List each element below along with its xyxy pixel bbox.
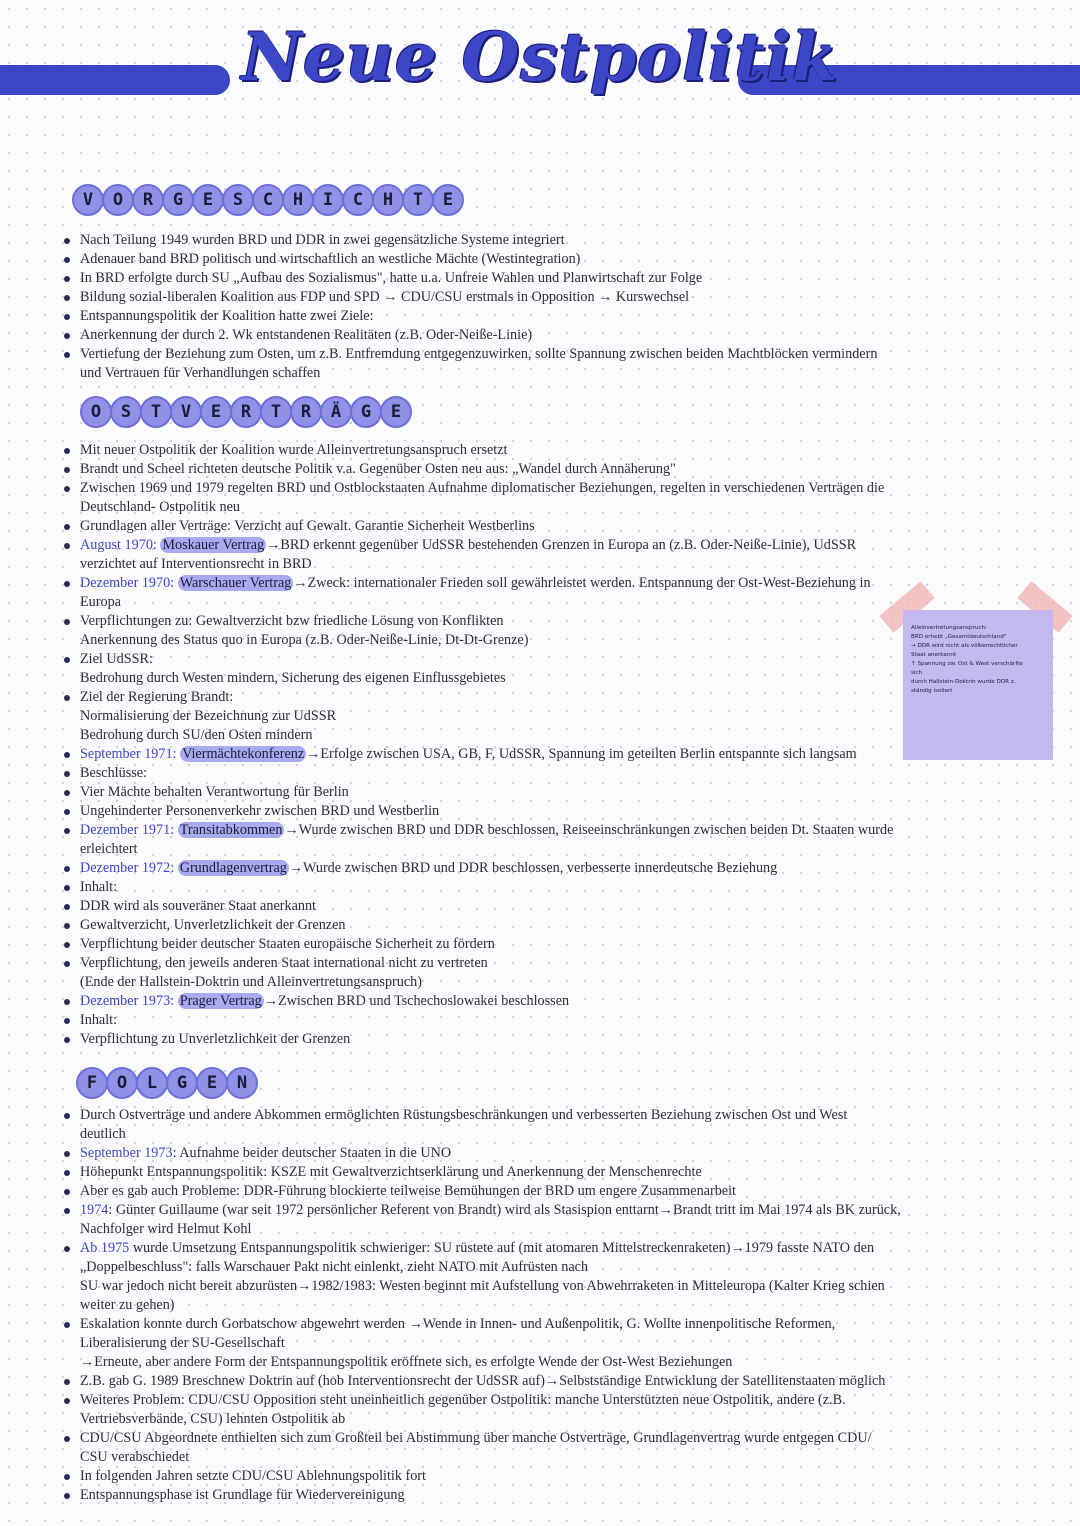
note-line: ↑ Spannung zw. Ost & West verschärfte [911,661,1023,667]
item-text: Grundlagen aller Verträge: Verzicht auf Gewalt. Garantie Sicherheit Westberlins [80,518,535,534]
item-text: erleichtert [80,841,138,857]
heading-letter: V [170,396,202,428]
list-item-continuation [62,669,932,688]
item-date: Dezember 1973: [80,993,178,1009]
heading-letter: R [132,184,164,216]
list-item [62,1106,922,1125]
list-item-continuation [62,1448,922,1467]
item-text: Normalisierung der Bezeichnung zur UdSSR [80,708,337,724]
list-item-continuation [62,973,932,992]
list-item-continuation [62,1334,922,1353]
list-item [62,1011,932,1030]
list-item [62,1163,922,1182]
item-text: Eskalation konnte durch Gorbatschow abgewehrt werden →Wende in Innen- und Außenpolitik, G. Wollte innenpolitische Reformen, [80,1316,836,1332]
heading-letter: E [196,1067,228,1099]
item-text: Zwischen 1969 und 1979 regelten BRD und Ostblockstaaten Aufnahme diplomatischer Beziehungen, regelten in verschiedenen Verträgen die [80,480,885,496]
item-text: Ziel UdSSR: [80,651,153,667]
list-item-continuation [62,726,932,745]
list-item [62,441,932,460]
heading-ostvertraege [80,396,410,428]
item-date: 1974 [80,1202,109,1218]
list-item [62,460,932,479]
list-item [62,821,932,840]
list-item [62,1315,922,1334]
list-item [62,935,932,954]
list-item [62,688,932,707]
heading-letter: Ä [320,396,352,428]
item-text: SU war jedoch nicht bereit abzurüsten→1982/1983: Westen beginnt mit Aufstellung von Abwehrraketen in Mitteleuropa (Kalter Krieg schien [80,1278,885,1294]
item-text: In BRD erfolgte durch SU „Aufbau des Sozialismus", hatte u.a. Unfreie Wahlen und Planwirtschaft zur Folge [80,270,703,286]
item-text: Deutschland- Ostpolitik neu [80,499,240,515]
list-item-continuation [62,840,932,859]
heading-letter: R [230,396,262,428]
heading-letter: S [110,396,142,428]
list-item-continuation [62,1410,922,1429]
item-text: : Günter Guillaume (war seit 1972 persönlicher Referent von Brandt) wird als Stasispion enttarnt→Brandt tritt im Mai 1974 als BK zurück, [108,1202,901,1218]
item-date: Dezember 1970: [80,575,178,591]
heading-letter: H [282,184,314,216]
heading-letter: H [372,184,404,216]
heading-letter: E [192,184,224,216]
heading-letter: T [140,396,172,428]
item-text: Verpflichtung zu Unverletzlichkeit der Grenzen [80,1031,351,1047]
list-item-continuation [62,498,932,517]
heading-letter: T [402,184,434,216]
list-item [62,802,932,821]
list-item [62,1201,922,1220]
note-line: sich [911,670,923,676]
heading-letter: E [380,396,412,428]
item-text: →Erfolge zwischen USA, GB, F, UdSSR, Spannung im geteilten Berlin entspannte sich langsam [306,746,857,762]
item-text: Verpflichtung beider deutscher Staaten europäische Sicherheit zu fördern [80,936,495,952]
item-text: Vier Mächte behalten Verantwortung für Berlin [80,784,349,800]
item-text: Durch Ostverträge und andere Abkommen ermöglichten Rüstungsbeschränkungen und verbesserten Beziehung zwischen Ost und West [80,1107,848,1123]
item-text: Entspannungsphase ist Grundlage für Wiedervereinigung [80,1487,405,1503]
item-text: Nach Teilung 1949 wurden BRD und DDR in zwei gegensätzliche Systeme integriert [80,232,565,248]
heading-letter: O [102,184,134,216]
list-item [62,878,932,897]
item-text: deutlich [80,1126,126,1142]
item-text: Weiteres Problem: CDU/CSU Opposition steht uneinheitlich gegenüber Ostpolitik: manche Unterstützten neue Ostpolitik, andere (z.B. [80,1392,846,1408]
list-item-continuation [62,555,932,574]
list-item [62,916,932,935]
item-text: In folgenden Jahren setzte CDU/CSU Ablehnungspolitik fort [80,1468,426,1484]
heading-letter: L [136,1067,168,1099]
item-text: →Zwischen BRD und Tschechoslowakei beschlossen [263,993,570,1009]
list-item [62,783,932,802]
list-item [62,574,932,593]
list-item [62,536,932,555]
list-item [62,745,932,764]
note-line: BRD erhebt „Gesamtdeutschland" [911,634,1007,640]
treaty-highlight: Moskauer Vertrag [162,537,265,553]
heading-letter: F [76,1067,108,1099]
note-line: ständig isoliert [911,688,953,694]
item-text: Anerkennung der durch 2. Wk entstandenen Realitäten (z.B. Oder-Neiße-Linie) [80,327,533,343]
heading-vorgeschichte [72,184,462,216]
note-line: → DDR wird nicht als völkerrechtlicher [911,643,1018,649]
list-item [62,517,932,536]
item-text: Brandt und Scheel richteten deutsche Politik v.a. Gegenüber Osten neu aus: „Wandel durch Annäherung" [80,461,676,477]
list-item [62,269,932,288]
list-item-continuation [62,1125,922,1144]
item-text: „Doppelbeschluss": falls Warschauer Pakt nicht einlenkt, zieht NATO mit Aufrüsten nach [80,1259,589,1275]
item-text: Vertriebsverbände, CSU) lehnten Ostpolitik ab [80,1411,346,1427]
list-item [62,345,932,364]
sticky-note [903,610,1053,760]
item-text: Z.B. gab G. 1989 Breschnew Doktrin auf (hob Interventionsrecht der UdSSR auf)→Selbstständige Entwicklung der Satellitenstaaten möglich [80,1373,886,1389]
heading-letter: S [222,184,254,216]
list-item [62,1239,922,1258]
list-item-continuation [62,593,932,612]
item-text: →Erneute, aber andere Form der Entspannungspolitik eröffnete sich, es erfolgte Wende der Ost-West Beziehungen [80,1354,733,1370]
list-item-continuation [62,1353,922,1372]
item-text: Bedrohung durch Westen mindern, Sicherung des eigenen Einflussgebietes [80,670,506,686]
list-item-continuation [62,707,932,726]
page-title: Neue Ostpolitik [241,18,839,96]
item-text: CDU/CSU Abgeordnete enthielten sich zum Großteil bei Abstimmung über manche Ostverträge, Grundlagenvertrag wurde entgegen CDU/ [80,1430,872,1446]
item-date: Ab 1975 [80,1240,130,1256]
item-text: DDR wird als souveräner Staat anerkannt [80,898,316,914]
item-text: Gewaltverzicht, Unverletzlichkeit der Grenzen [80,917,346,933]
list-item-continuation [62,631,932,650]
list-item [62,1030,932,1049]
item-text: Entspannungspolitik der Koalition hatte zwei Ziele: [80,308,374,324]
item-text: Mit neuer Ostpolitik der Koalition wurde Alleinvertretungsanspruch ersetzt [80,442,508,458]
item-text: Inhalt: [80,879,118,895]
item-text: Aber es gab auch Probleme: DDR-Führung blockierte teilweise Bemühungen der BRD um engere Zusammenarbeit [80,1183,736,1199]
item-text: (Ende der Hallstein-Doktrin und Alleinvertretungsanspruch) [80,974,422,990]
heading-letter: I [312,184,344,216]
list-item [62,1182,922,1201]
heading-letter: G [166,1067,198,1099]
list-item [62,288,932,307]
list-item [62,250,932,269]
treaty-highlight: Prager Vertrag [179,993,262,1009]
heading-letter: R [290,396,322,428]
item-text: →Wurde zwischen BRD und DDR beschlossen, verbesserte innerdeutsche Beziehung [288,860,778,876]
note-line: durch Hallstein-Doktrin wurde DDR z. [911,679,1016,685]
heading-letter: T [260,396,292,428]
note-line: Alleinvertretungsanspruch: [911,625,987,631]
treaty-highlight: Viermächtekonferenz [182,746,305,762]
heading-letter: V [72,184,104,216]
treaty-highlight: Warschauer Vertrag [179,575,292,591]
item-text: Bildung sozial-liberalen Koalition aus FDP und SPD → CDU/CSU erstmals in Opposition → Kurswechsel [80,289,690,305]
item-text: Anerkennung des Status quo in Europa (z.B. Oder-Neiße-Linie, Dt-Dt-Grenze) [80,632,529,648]
item-date: Dezember 1971: [80,822,178,838]
item-text: und Vertrauen für Verhandlungen schaffen [80,365,321,381]
treaty-highlight: Grundlagenvertrag [179,860,287,876]
item-text: weiter zu gehen) [80,1297,175,1313]
list-item [62,1144,922,1163]
item-date: September 1973 [80,1145,173,1161]
heading-letter: E [200,396,232,428]
item-date: August 1970: [80,537,161,553]
item-text: Bedrohung durch SU/den Osten mindern [80,727,313,743]
list-item [62,307,932,326]
item-text: Europa [80,594,121,610]
list-item [62,897,932,916]
list-item [62,992,932,1011]
heading-letter: O [106,1067,138,1099]
item-text: Verpflichtungen zu: Gewaltverzicht bzw friedliche Lösung von Konflikten [80,613,504,629]
item-text: Adenauer band BRD politisch und wirtschaftlich an westliche Mächte (Westintegration) [80,251,581,267]
item-text: Höhepunkt Entspannungspolitik: KSZE mit Gewaltverzichtserklärung und Anerkennung der Menschenrechte [80,1164,702,1180]
list-item [62,612,932,631]
heading-letter: G [350,396,382,428]
list-item-continuation [62,1277,922,1296]
list-item [62,954,932,973]
heading-letter: G [162,184,194,216]
item-text: Inhalt: [80,1012,118,1028]
item-text: Beschlüsse: [80,765,147,781]
heading-letter: O [80,396,112,428]
heading-letter: E [432,184,464,216]
item-text: →Wurde zwischen BRD und DDR beschlossen, Reiseeinschränkungen zwischen beiden Dt. Staaten wurde [284,822,894,838]
item-text: Ungehinderter Personenverkehr zwischen BRD und Westberlin [80,803,440,819]
heading-letter: N [226,1067,258,1099]
item-text: : Aufnahme beider deutscher Staaten in die UNO [172,1145,452,1161]
list-item [62,1486,922,1505]
item-text: →BRD erkennt gegenüber UdSSR bestehenden Grenzen in Europa an (z.B. Oder-Neiße-Linie), UdSSR [266,537,857,553]
list-item-continuation [62,364,932,383]
list-item [62,1429,922,1448]
item-text: Ziel der Regierung Brandt: [80,689,234,705]
item-text: Nachfolger wird Helmut Kohl [80,1221,252,1237]
list-item [62,231,932,250]
item-text: →Zweck: internationaler Frieden soll gewährleistet werden. Entspannung der Ost-West-Beziehung in [293,575,871,591]
item-date: Dezember 1972: [80,860,178,876]
heading-letter: C [252,184,284,216]
list-item [62,479,932,498]
list-folgen [62,1106,922,1505]
item-text: Verpflichtung, den jeweils anderen Staat international nicht zu vertreten [80,955,488,971]
list-item [62,764,932,783]
item-text: Vertiefung der Beziehung zum Osten, um z.B. Entfremdung entgegenzuwirken, sollte Spannung zwischen beiden Machtblöcken vermindern [80,346,878,362]
list-item [62,1372,922,1391]
list-item-continuation [62,1296,922,1315]
list-item-continuation [62,1220,922,1239]
heading-letter: C [342,184,374,216]
treaty-highlight: Transitabkommen [179,822,283,838]
list-item-continuation [62,1258,922,1277]
note-line: Staat anerkannt [911,652,957,658]
item-text: verzichtet auf Interventionsrecht in BRD [80,556,312,572]
item-text: wurde Umsetzung Entspannungspolitik schwieriger: SU rüstete auf (mit atomaren Mittelstreckenraketen)→1979 fasste NATO den [129,1240,875,1256]
list-ostvertraege [62,441,932,1049]
list-item [62,326,932,345]
item-date: September 1971: [80,746,181,762]
heading-folgen [76,1067,256,1099]
list-item [62,650,932,669]
list-vorgeschichte [62,231,932,383]
list-item [62,1467,922,1486]
item-text: CSU verabschiedet [80,1449,190,1465]
item-text: Liberalisierung der SU-Gesellschaft [80,1335,285,1351]
list-item [62,859,932,878]
list-item [62,1391,922,1410]
